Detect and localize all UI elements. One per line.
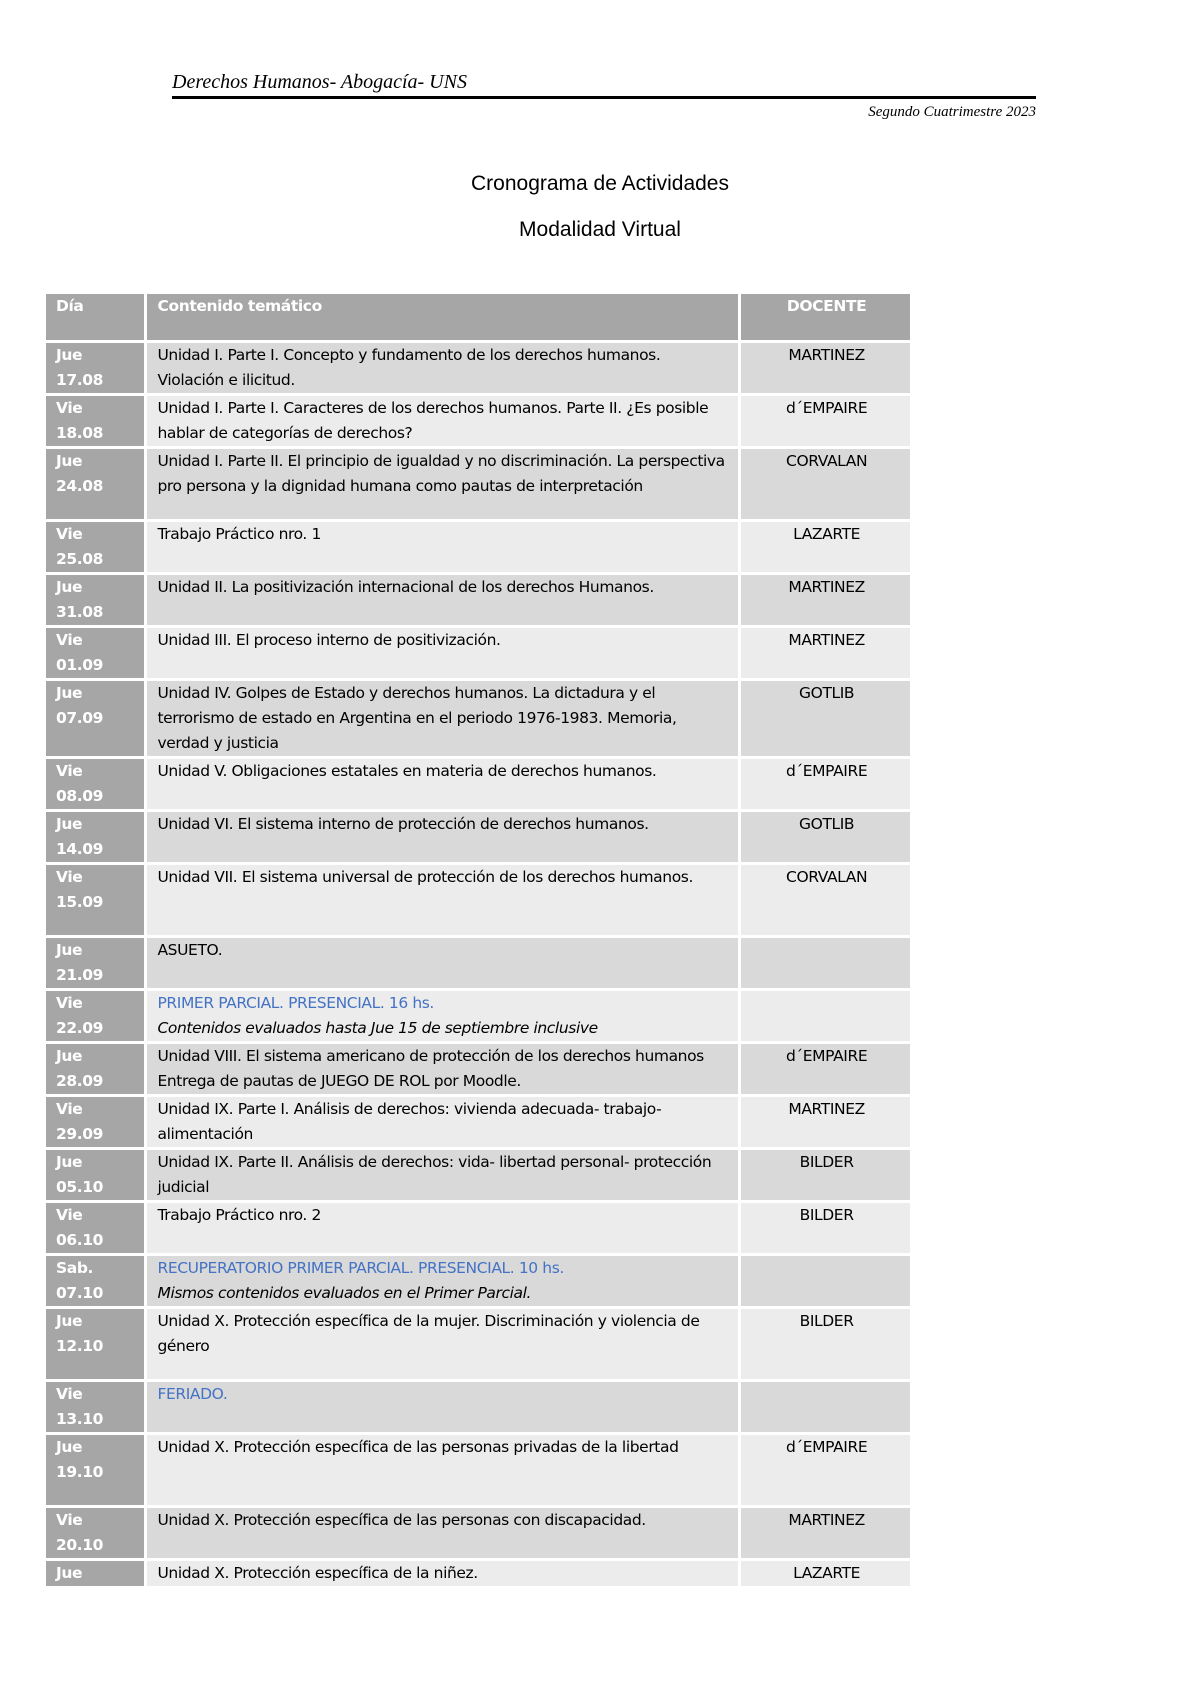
weekday-label: Jue xyxy=(56,452,83,470)
day-cell xyxy=(46,1256,147,1306)
day-cell xyxy=(46,938,147,988)
table-row xyxy=(46,812,910,862)
content-note: Mismos contenidos evaluados en el Primer Parcial. xyxy=(157,1284,532,1302)
weekday-label: Jue xyxy=(56,815,83,833)
docente-cell: GOTLIB xyxy=(741,812,910,862)
weekday-label: Jue xyxy=(56,346,83,364)
date-label: 17.08 xyxy=(56,371,104,389)
table-row xyxy=(46,1435,910,1505)
date-label: 18.08 xyxy=(56,424,104,442)
weekday-label: Jue xyxy=(56,684,83,702)
content-text: Unidad III. El proceso interno de positivización. xyxy=(157,631,501,649)
table-row xyxy=(46,449,910,519)
weekday-label: Jue xyxy=(56,941,83,959)
content-text: Trabajo Práctico nro. 2 xyxy=(157,1206,321,1224)
weekday-label: Vie xyxy=(56,1385,83,1403)
content-cell xyxy=(147,1150,741,1200)
docente-cell: LAZARTE xyxy=(741,1561,910,1586)
content-text: Unidad I. Parte I. Concepto y fundamento de los derechos humanos. Violación e ilicitud. xyxy=(157,346,661,389)
day-cell xyxy=(46,865,147,935)
content-cell xyxy=(147,343,741,393)
docente-cell: d´EMPAIRE xyxy=(741,1044,910,1094)
content-text: Unidad I. Parte I. Caracteres de los derechos humanos. Parte II. ¿Es posible hablar de categorías de derechos? xyxy=(157,399,709,442)
docente-cell: CORVALAN xyxy=(741,449,910,519)
date-label: 13.10 xyxy=(56,1410,104,1428)
weekday-label: Vie xyxy=(56,525,83,543)
day-cell xyxy=(46,343,147,393)
content-text: RECUPERATORIO PRIMER PARCIAL. PRESENCIAL. 10 hs. xyxy=(157,1259,564,1277)
date-label: 01.09 xyxy=(56,656,104,674)
content-cell xyxy=(147,1203,741,1253)
docente-cell: LAZARTE xyxy=(741,522,910,572)
content-text: Unidad IX. Parte I. Análisis de derechos: vivienda adecuada- trabajo- alimentación xyxy=(157,1100,662,1143)
date-label: 07.09 xyxy=(56,709,104,727)
day-cell xyxy=(46,449,147,519)
table-row xyxy=(46,575,910,625)
page-title: Cronograma de Actividades xyxy=(471,172,729,195)
table-row xyxy=(46,1097,910,1147)
date-label: 29.09 xyxy=(56,1125,104,1143)
content-cell xyxy=(147,1561,741,1586)
content-text: Unidad I. Parte II. El principio de igualdad y no discriminación. La perspectiva pro persona y la dignidad humana como pautas de interpretación xyxy=(157,452,725,495)
day-cell xyxy=(46,1309,147,1379)
date-label: 31.08 xyxy=(56,603,104,621)
day-cell xyxy=(46,396,147,446)
weekday-label: Vie xyxy=(56,631,83,649)
content-cell xyxy=(147,522,741,572)
content-cell xyxy=(147,1044,741,1094)
weekday-label: Jue xyxy=(56,1153,83,1171)
docente-cell: CORVALAN xyxy=(741,865,910,935)
date-label: 15.09 xyxy=(56,893,104,911)
docente-cell: d´EMPAIRE xyxy=(741,1435,910,1505)
day-cell xyxy=(46,759,147,809)
content-text: Unidad VIII. El sistema americano de protección de los derechos humanos Entrega de pautas de JUEGO DE ROL por Moodle. xyxy=(157,1047,704,1090)
content-text: Unidad II. La positivización internacional de los derechos Humanos. xyxy=(157,578,654,596)
docente-cell: MARTINEZ xyxy=(741,1097,910,1147)
table-row xyxy=(46,522,910,572)
docente-cell: MARTINEZ xyxy=(741,575,910,625)
table-row xyxy=(46,1561,910,1586)
weekday-label: Vie xyxy=(56,1511,83,1529)
content-text: Trabajo Práctico nro. 1 xyxy=(157,525,321,543)
content-text: Unidad IV. Golpes de Estado y derechos humanos. La dictadura y el terrorismo de estado en Argentina en el periodo 1976-1983. Memoria, verdad y justicia xyxy=(157,684,677,752)
content-cell xyxy=(147,812,741,862)
date-label: 07.10 xyxy=(56,1284,104,1302)
weekday-label: Vie xyxy=(56,1100,83,1118)
docente-cell: MARTINEZ xyxy=(741,343,910,393)
day-cell xyxy=(46,628,147,678)
weekday-label: Jue xyxy=(56,1312,83,1330)
weekday-label: Jue xyxy=(56,1047,83,1065)
table-row xyxy=(46,1508,910,1558)
weekday-label: Jue xyxy=(56,578,83,596)
date-label: 21.09 xyxy=(56,966,104,984)
day-cell xyxy=(46,1044,147,1094)
content-text: Unidad X. Protección específica de la mujer. Discriminación y violencia de género xyxy=(157,1312,700,1355)
column-header-contenido: Contenido temático xyxy=(147,294,741,340)
column-header-dia: Día xyxy=(46,294,147,340)
docente-cell: d´EMPAIRE xyxy=(741,396,910,446)
day-cell xyxy=(46,522,147,572)
page-subtitle: Modalidad Virtual xyxy=(519,218,681,241)
date-label: 19.10 xyxy=(56,1463,104,1481)
content-text: Unidad X. Protección específica de las personas con discapacidad. xyxy=(157,1511,646,1529)
content-cell xyxy=(147,1435,741,1505)
table-row xyxy=(46,1256,910,1306)
column-header-docente: DOCENTE xyxy=(741,294,910,340)
weekday-label: Vie xyxy=(56,994,83,1012)
document-header xyxy=(172,70,1036,121)
content-text: ASUETO. xyxy=(157,941,223,959)
content-cell xyxy=(147,1097,741,1147)
docente-cell: MARTINEZ xyxy=(741,1508,910,1558)
content-cell xyxy=(147,938,741,988)
table-row xyxy=(46,396,910,446)
day-cell xyxy=(46,1435,147,1505)
weekday-label: Jue xyxy=(56,1564,83,1582)
docente-cell xyxy=(741,938,910,988)
docente-cell: MARTINEZ xyxy=(741,628,910,678)
day-cell xyxy=(46,681,147,756)
content-cell xyxy=(147,681,741,756)
content-text: Unidad X. Protección específica de las personas privadas de la libertad xyxy=(157,1438,679,1456)
day-cell xyxy=(46,812,147,862)
docente-cell xyxy=(741,991,910,1041)
day-cell xyxy=(46,1097,147,1147)
docente-cell: d´EMPAIRE xyxy=(741,759,910,809)
day-cell xyxy=(46,1561,147,1586)
table-row xyxy=(46,1309,910,1379)
date-label: 28.09 xyxy=(56,1072,104,1090)
table-row xyxy=(46,1203,910,1253)
content-cell xyxy=(147,1382,741,1432)
content-text: Unidad VII. El sistema universal de protección de los derechos humanos. xyxy=(157,868,693,886)
content-cell xyxy=(147,628,741,678)
content-text: FERIADO. xyxy=(157,1385,228,1403)
date-label: 05.10 xyxy=(56,1178,104,1196)
content-cell xyxy=(147,1256,741,1306)
docente-cell: BILDER xyxy=(741,1150,910,1200)
content-cell xyxy=(147,449,741,519)
content-cell xyxy=(147,1508,741,1558)
weekday-label: Vie xyxy=(56,868,83,886)
date-label: 08.09 xyxy=(56,787,104,805)
day-cell xyxy=(46,1508,147,1558)
semester-label: Segundo Cuatrimestre 2023 xyxy=(868,104,1036,120)
weekday-label: Jue xyxy=(56,1438,83,1456)
content-cell xyxy=(147,759,741,809)
content-cell xyxy=(147,865,741,935)
content-text: Unidad V. Obligaciones estatales en materia de derechos humanos. xyxy=(157,762,657,780)
table-row xyxy=(46,759,910,809)
date-label: 25.08 xyxy=(56,550,104,568)
content-text: Unidad IX. Parte II. Análisis de derechos: vida- libertad personal- protección judicial xyxy=(157,1153,712,1196)
table-row xyxy=(46,1382,910,1432)
content-text: PRIMER PARCIAL. PRESENCIAL. 16 hs. xyxy=(157,994,434,1012)
date-label: 14.09 xyxy=(56,840,104,858)
content-cell xyxy=(147,1309,741,1379)
table-row xyxy=(46,865,910,935)
schedule-table xyxy=(46,291,910,1589)
table-row xyxy=(46,343,910,393)
date-label: 20.10 xyxy=(56,1536,104,1554)
docente-cell xyxy=(741,1382,910,1432)
table-row xyxy=(46,1150,910,1200)
content-cell xyxy=(147,575,741,625)
day-cell xyxy=(46,575,147,625)
date-label: 06.10 xyxy=(56,1231,104,1249)
weekday-label: Vie xyxy=(56,399,83,417)
table-header-row xyxy=(46,294,910,340)
course-title: Derechos Humanos- Abogacía- UNS xyxy=(172,70,1036,99)
day-cell xyxy=(46,991,147,1041)
table-row xyxy=(46,681,910,756)
content-text: Unidad VI. El sistema interno de protección de derechos humanos. xyxy=(157,815,649,833)
content-cell xyxy=(147,396,741,446)
content-text: Unidad X. Protección específica de la niñez. xyxy=(157,1564,478,1582)
content-note: Contenidos evaluados hasta Jue 15 de septiembre inclusive xyxy=(157,1019,598,1037)
weekday-label: Sab. xyxy=(56,1259,94,1277)
docente-cell xyxy=(741,1256,910,1306)
date-label: 24.08 xyxy=(56,477,104,495)
table-row xyxy=(46,938,910,988)
day-cell xyxy=(46,1150,147,1200)
date-label: 22.09 xyxy=(56,1019,104,1037)
table-row xyxy=(46,628,910,678)
docente-cell: BILDER xyxy=(741,1203,910,1253)
table-row xyxy=(46,991,910,1041)
docente-cell: GOTLIB xyxy=(741,681,910,756)
docente-cell: BILDER xyxy=(741,1309,910,1379)
date-label: 12.10 xyxy=(56,1337,104,1355)
day-cell xyxy=(46,1382,147,1432)
content-cell xyxy=(147,991,741,1041)
weekday-label: Vie xyxy=(56,762,83,780)
weekday-label: Vie xyxy=(56,1206,83,1224)
day-cell xyxy=(46,1203,147,1253)
table-row xyxy=(46,1044,910,1094)
